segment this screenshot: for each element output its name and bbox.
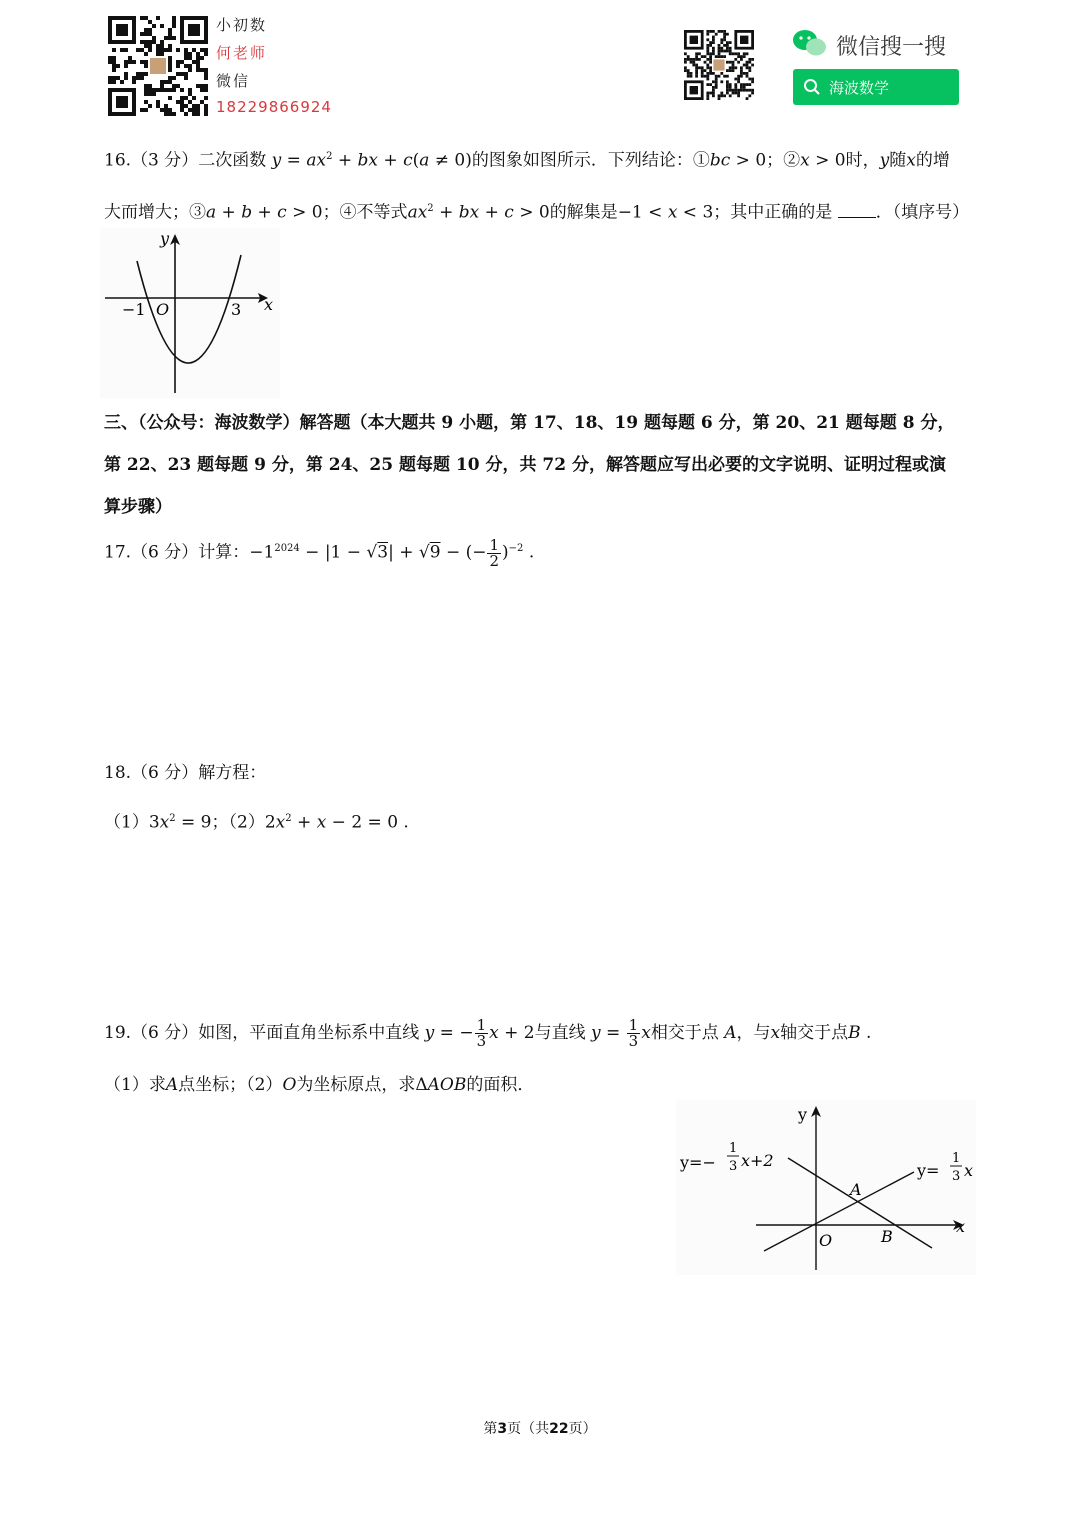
svg-text:y=−: y=−	[680, 1153, 716, 1172]
graph-label-a: A	[850, 1180, 862, 1199]
contact-line-1: 小初数	[216, 16, 268, 34]
graph-label-b: B	[881, 1227, 893, 1246]
answer-blank[interactable]	[838, 201, 876, 218]
q18-parts: $(1)3x^2 = 9$；$(2)2x^2 + x - 2 = 0$ .	[104, 812, 409, 833]
svg-text:1: 1	[729, 1141, 738, 1156]
qr-code-account	[684, 30, 754, 100]
graph-label-origin: O	[819, 1231, 833, 1250]
section-3-line3: 算步骤）	[104, 497, 172, 517]
graph-label-origin: O	[156, 300, 170, 319]
graph-label-y: y	[798, 1105, 808, 1124]
page-footer: 第3页（共22页）	[483, 1421, 597, 1437]
q16-line2: 大而增大；③a + b + c > 0；④不等式$ax^2$ + bx + c > 0的解集是−1 < x < 3；其中正确的是 ．（填序号）	[104, 202, 970, 223]
svg-text:3: 3	[729, 1159, 738, 1174]
graph-label-3: 3	[231, 300, 242, 319]
q19-lines-graph	[676, 1100, 976, 1279]
page-number: 3	[497, 1421, 508, 1437]
contact-wechat-label: 微信	[216, 72, 251, 90]
svg-text:1: 1	[952, 1151, 961, 1166]
section-3-line2: 第 22、23 题每题 9 分，第 24、25 题每题 10 分，共 72 分，解答题应写出必要的文字说明、证明过程或演	[104, 455, 946, 475]
svg-text:y=: y=	[917, 1161, 940, 1180]
qr-code-teacher	[108, 16, 208, 116]
graph-label-y: y	[160, 229, 170, 248]
q16-line1: 16.（3 分）二次函数 $y = ax^2$ + bx + c(a ≠ 0)的图象如图所示．下列结论：①bc > 0；②x > 0时，y随x的增	[104, 150, 950, 171]
svg-text:x+2: x+2	[741, 1151, 774, 1170]
contact-name: 何老师	[216, 44, 268, 62]
search-icon	[803, 78, 821, 96]
q16-parabola-graph	[100, 228, 280, 402]
graph-label-x: x	[956, 1217, 966, 1236]
svg-text:3: 3	[952, 1169, 961, 1184]
q18-title: 18.（6 分）解方程：	[104, 763, 267, 783]
section-3-line1: 三、（公众号：海波数学）解答题（本大题共 9 小题，第 17、18、19 题每题 6 分，第 20、21 题每题 8 分，	[104, 413, 955, 433]
q19-line2: （1）求A点坐标；（2）O为坐标原点，求ΔAOB的面积．	[104, 1075, 535, 1095]
graph-label-x: x	[264, 295, 274, 314]
q17-line: 17.（6 分）计算：$-1^{2024} - |1 - √3| + √9$ − (− $\frac{1}{2}$ )$^{-2}$ .	[104, 535, 535, 570]
wechat-search-button[interactable]	[793, 69, 959, 105]
wechat-logo-icon	[792, 28, 828, 62]
page-total: 22	[549, 1421, 569, 1437]
q19-line1: 19.（6 分）如图，平面直角坐标系中直线 y = − $\frac{1}{3}$ x + 2与直线 y = $\frac{1}{3}$ x相交于点 A，与x轴交于点B .	[104, 1016, 872, 1050]
graph-label-neg1: −1	[122, 300, 146, 319]
contact-phone: 18229866924	[216, 98, 332, 116]
svg-text:x: x	[964, 1161, 974, 1180]
wechat-search-title: 微信搜一搜	[836, 35, 947, 60]
search-label: 海波数学	[829, 78, 890, 97]
